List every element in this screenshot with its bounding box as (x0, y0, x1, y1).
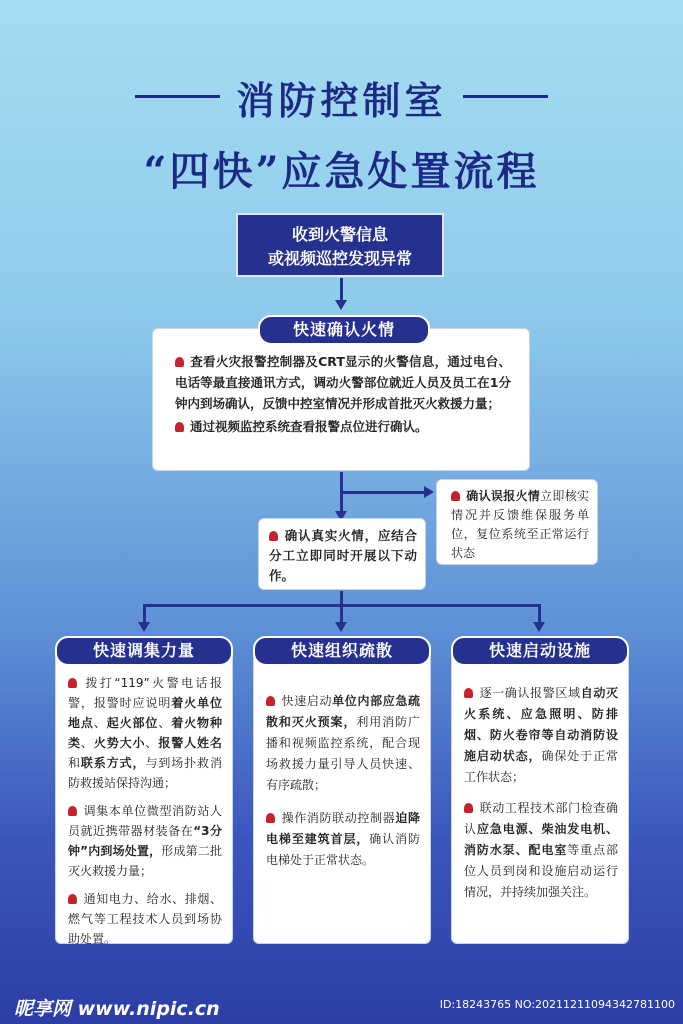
confirm-item-2: 通过视频监控系统查看报警点位进行确认。 (175, 416, 511, 437)
start-line1: 收到火警信息 (291, 225, 388, 244)
connector-real-fire (340, 591, 343, 605)
col2-item-2: 操作消防联动控制器迫降电梯至建筑首层，确认消防电梯处于正常状态。 (266, 811, 420, 867)
arrow-right-icon (424, 486, 434, 498)
false-alarm-card (436, 479, 598, 565)
fire-bullet-icon (266, 696, 275, 706)
connector-false-alarm (342, 491, 426, 494)
col1-heading: 快速调集力量 (55, 636, 233, 666)
confirm-card (152, 328, 530, 471)
fire-bullet-icon (175, 357, 184, 367)
fire-bullet-icon (464, 688, 473, 698)
arrow-down-icon (335, 622, 347, 632)
page-title: 消防控制室 (236, 79, 447, 123)
col2-card (253, 650, 431, 944)
real-fire-card (258, 518, 426, 590)
col2-item-1: 快速启动单位内部应急疏散和灭火预案，利用消防广播和视频监控系统，配合现场救援力量引导人员快速、有序疏散； (266, 694, 420, 792)
connector-col3 (538, 604, 541, 624)
page-subtitle: “四快”应急处置流程 (143, 148, 540, 195)
fire-bullet-icon (266, 813, 275, 823)
col3-heading: 快速启动设施 (451, 636, 629, 666)
col1-card (55, 650, 233, 944)
arrow-down-icon (138, 622, 150, 632)
col3-card (451, 650, 629, 944)
col1-item-3: 通知电力、给水、排烟、燃气等工程技术人员到场协助处置。 (68, 892, 222, 946)
start-box (236, 213, 444, 277)
fire-bullet-icon (175, 422, 184, 432)
watermark-id: ID:18243765 NO:20211211094342781100 (439, 998, 675, 1011)
fire-bullet-icon (269, 531, 278, 541)
fire-bullet-icon (68, 894, 77, 904)
confirm-item-1: 查看火灾报警控制器及CRT显示的火警信息，通过电台、电话等最直接通讯方式，调动火警部位就近人员及员工在1分钟内到场确认，反馈中控室情况并形成首批灭火救援力量； (175, 354, 511, 411)
col2-heading: 快速组织疏散 (253, 636, 431, 666)
col1-item-1: 拨打“119”火警电话报警，报警时应说明着火单位地点、起火部位、着火物种类、火势大小、报警人姓名和联系方式，与到场扑救消防救援站保持沟通； (68, 676, 222, 790)
col1-item-2: 调集本单位微型消防站人员就近携带器材装备在“3分钟”内到场处置，形成第二批灭火救援力量； (68, 804, 222, 878)
arrow-down-icon (335, 300, 347, 310)
connector-col1 (143, 604, 146, 624)
real-fire-text: 确认真实火情，应结合分工立即同时开展以下动作。 (269, 528, 417, 583)
false-alarm-text: 确认误报火情立即核实情况并反馈维保服务单位，复位系统至正常运行状态 (451, 489, 589, 560)
arrow-down-icon (533, 622, 545, 632)
fire-bullet-icon (464, 803, 473, 813)
connector-start (340, 278, 343, 302)
col3-item-1: 逐一确认报警区域自动灭火系统、应急照明、防排烟、防火卷帘等自动消防设施启动状态，确保处于正常工作状态； (464, 686, 618, 784)
fire-bullet-icon (451, 491, 460, 501)
fire-bullet-icon (68, 678, 77, 688)
watermark-logo: 昵享网 www.nipic.cn (14, 998, 220, 1020)
connector-col2 (340, 604, 343, 624)
col3-item-2: 联动工程技术部门检查确认应急电源、柴油发电机、消防水泵、配电室等重点部位人员到岗和设施启动运行情况，并持续加强关注。 (464, 801, 618, 899)
fire-bullet-icon (68, 806, 77, 816)
confirm-heading: 快速确认火情 (258, 315, 430, 345)
start-line2: 或视频巡控发现异常 (267, 249, 412, 268)
